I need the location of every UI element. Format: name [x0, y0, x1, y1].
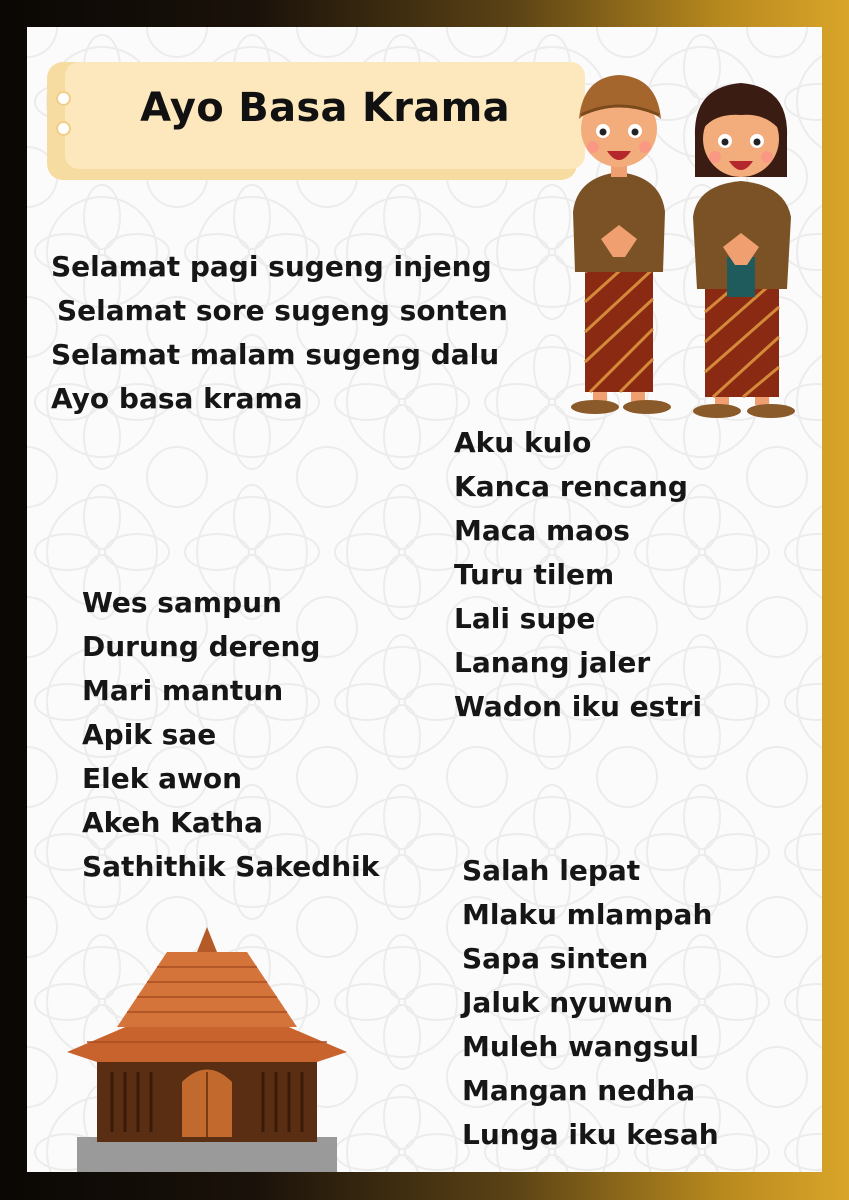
javanese-children-illustration	[565, 57, 805, 427]
greeting-line: Selamat sore sugeng sonten	[57, 294, 508, 327]
boy-figure	[571, 75, 671, 414]
vocab-item: Mlaku mlampah	[462, 898, 713, 931]
vocab-item: Salah lepat	[462, 854, 641, 887]
vocab-item: Mangan nedha	[462, 1074, 696, 1107]
vocab-item: Jaluk nyuwun	[462, 986, 674, 1019]
vocab-item: Wes sampun	[82, 586, 282, 619]
joglo-house-illustration	[67, 922, 347, 1172]
greeting-line: Selamat pagi sugeng injeng	[51, 250, 492, 283]
vocab-item: Mari mantun	[82, 674, 284, 707]
poster-page	[27, 27, 822, 1172]
page-title: Ayo Basa Krama	[140, 85, 510, 131]
vocab-item: Sapa sinten	[462, 942, 649, 975]
vocab-item: Lunga iku kesah	[462, 1118, 719, 1151]
vocab-item: Apik sae	[82, 718, 217, 751]
greetings-list	[51, 245, 508, 421]
vocab-item: Akeh Katha	[82, 806, 264, 839]
vocab-item: Aku kulo	[454, 426, 592, 459]
vocab-list-right-top	[454, 421, 702, 729]
vocab-item: Lanang jaler	[454, 646, 651, 679]
vocab-list-left	[82, 581, 379, 889]
greeting-line: Ayo basa krama	[51, 382, 303, 415]
vocab-item: Muleh wangsul	[462, 1030, 700, 1063]
vocab-item: Sathithik Sakedhik	[82, 850, 380, 883]
vocab-item: Maca maos	[454, 514, 630, 547]
greeting-line: Selamat malam sugeng dalu	[51, 338, 500, 371]
vocab-item: Kanca rencang	[454, 470, 688, 503]
vocab-item: Turu tilem	[454, 558, 615, 591]
vocab-item: Elek awon	[82, 762, 243, 795]
vocab-item: Wadon iku estri	[454, 690, 703, 723]
girl-figure	[693, 83, 795, 418]
vocab-list-right-bottom	[462, 849, 719, 1157]
vocab-item: Lali supe	[454, 602, 596, 635]
vocab-item: Durung dereng	[82, 630, 321, 663]
